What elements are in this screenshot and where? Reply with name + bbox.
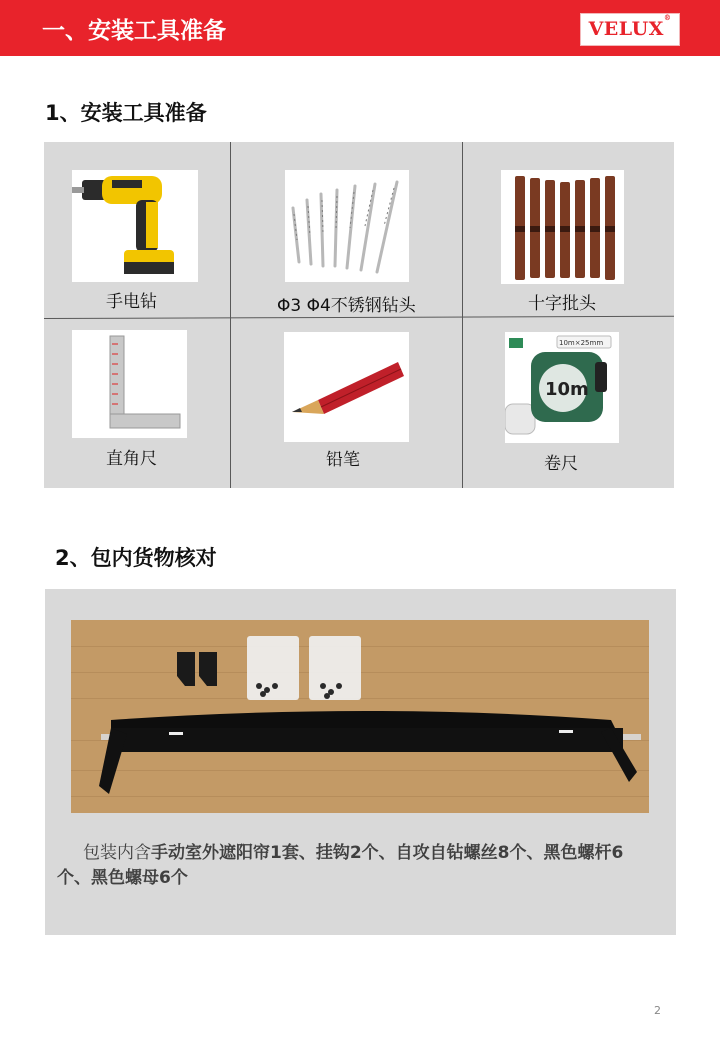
tape-measure-image — [505, 332, 619, 443]
logo-text: VELUX — [588, 18, 664, 40]
desc-prefix: 包装内含 — [83, 843, 151, 863]
header-bar — [0, 0, 720, 56]
logo-mark: ® — [663, 13, 672, 22]
tool-label-tape-measure: 卷尺 — [544, 454, 578, 474]
tape-badge: 10m×25mm — [559, 339, 604, 347]
tool-label-screwdriver-bits: 十字批头 — [528, 294, 596, 314]
drill-icon — [72, 170, 198, 282]
pencil-icon — [284, 332, 409, 442]
drill-image — [72, 170, 198, 282]
desc-contents: 手动室外遮阳帘1套、挂钩2个、自攻自钻螺丝8个、黑色螺杆6个、黑色螺母6个 — [57, 843, 624, 888]
drill-bits-image — [285, 170, 409, 282]
package-panel — [45, 589, 676, 935]
tool-label-pencil: 铅笔 — [326, 450, 360, 470]
tools-grid — [44, 142, 674, 488]
header-title: 一、安装工具准备 — [42, 18, 226, 44]
grid-divider — [230, 142, 231, 488]
tool-label-square-ruler: 直角尺 — [106, 449, 157, 469]
screwdriver-bits-image — [501, 170, 624, 284]
page-number: 2 — [654, 1004, 661, 1017]
awning-parts-icon — [71, 620, 649, 813]
package-description — [57, 841, 657, 891]
pencil-image — [284, 332, 409, 442]
tool-label-drill-bits: Φ3 Φ4不锈钢钻头 — [277, 296, 416, 316]
grid-divider — [44, 316, 674, 319]
square-ruler-image — [72, 330, 187, 438]
grid-divider — [462, 142, 463, 488]
screwdriver-bits-icon — [501, 170, 624, 284]
section-title-package: 2、包内货物核对 — [55, 546, 217, 570]
square-ruler-icon — [72, 330, 187, 438]
velux-logo — [580, 13, 680, 46]
tool-label-drill: 手电钻 — [106, 292, 157, 312]
tape-label: 10m — [545, 379, 589, 400]
drill-bits-icon — [285, 170, 409, 282]
tape-measure-icon — [505, 332, 619, 443]
package-contents-photo — [71, 620, 649, 813]
section-title-tools: 1、安装工具准备 — [45, 101, 207, 125]
